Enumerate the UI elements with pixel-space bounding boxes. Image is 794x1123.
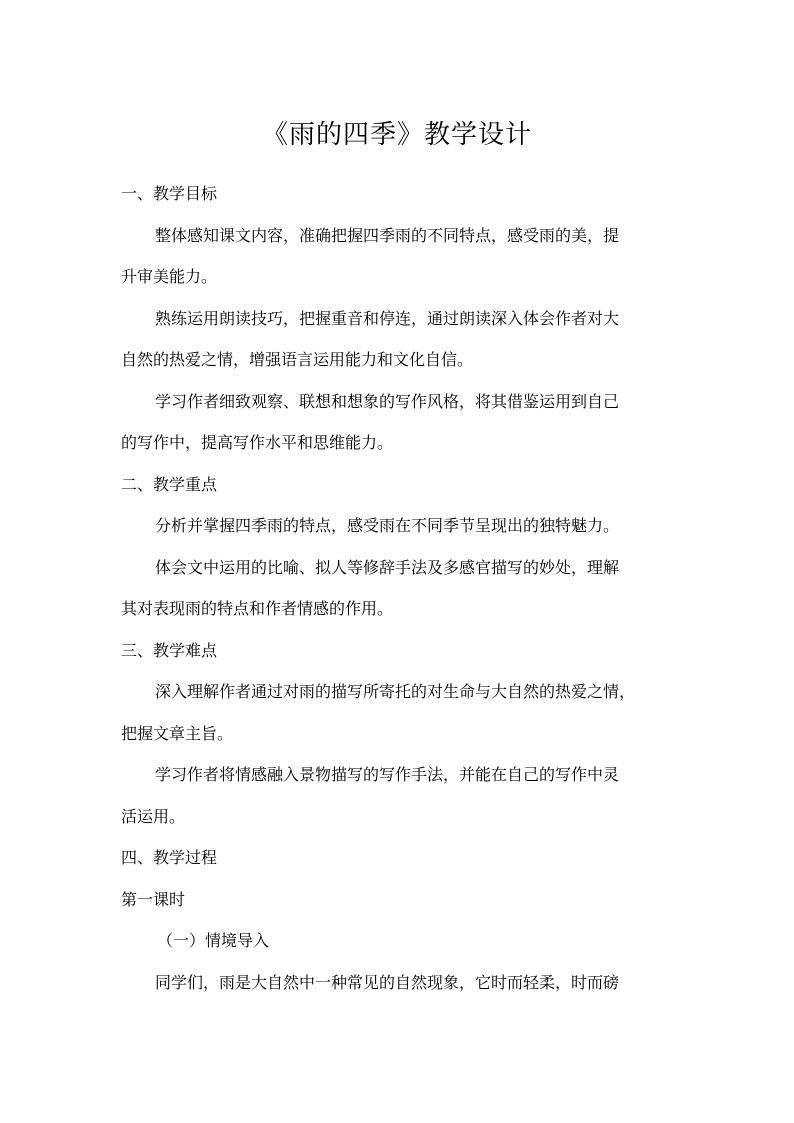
paragraph-line: 同学们，雨是大自然中一种常见的自然现象，它时而轻柔，时而磅 <box>155 973 620 992</box>
section-heading-objectives: 一、教学目标 <box>121 184 218 203</box>
paragraph-line: 的写作中，提高写作水平和思维能力。 <box>121 433 394 452</box>
paragraph-line: 活运用。 <box>121 807 186 826</box>
paragraph-line: 熟练运用朗读技巧，把握重音和停连，通过朗读深入体会作者对大 <box>155 309 620 328</box>
section-heading-process: 四、教学过程 <box>121 848 218 867</box>
section-heading-key-points: 二、教学重点 <box>121 475 218 494</box>
paragraph-line: 整体感知课文内容，准确把握四季雨的不同特点，感受雨的美，提 <box>155 226 620 245</box>
paragraph-line: 其对表现雨的特点和作者情感的作用。 <box>121 599 394 618</box>
paragraph-line: 把握文章主旨。 <box>121 724 234 743</box>
subsection-heading: （一）情境导入 <box>157 931 270 950</box>
section-heading-difficulties: 三、教学难点 <box>121 641 218 660</box>
paragraph-line: 学习作者细致观察、联想和想象的写作风格，将其借鉴运用到自己 <box>155 392 620 411</box>
paragraph-line: 深入理解作者通过对雨的描写所寄托的对生命与大自然的热爱之情， <box>155 682 636 701</box>
lesson-label: 第一课时 <box>121 890 186 909</box>
paragraph-line: 分析并掌握四季雨的特点，感受雨在不同季节呈现出的独特魅力。 <box>155 516 620 535</box>
paragraph-line: 升审美能力。 <box>121 267 218 286</box>
document-title: 《雨的四季》教学设计 <box>261 120 532 150</box>
paragraph-line: 体会文中运用的比喻、拟人等修辞手法及多感官描写的妙处，理解 <box>155 558 620 577</box>
paragraph-line: 学习作者将情感融入景物描写的写作手法，并能在自己的写作中灵 <box>155 765 620 784</box>
paragraph-line: 自然的热爱之情，增强语言运用能力和文化自信。 <box>121 350 474 369</box>
